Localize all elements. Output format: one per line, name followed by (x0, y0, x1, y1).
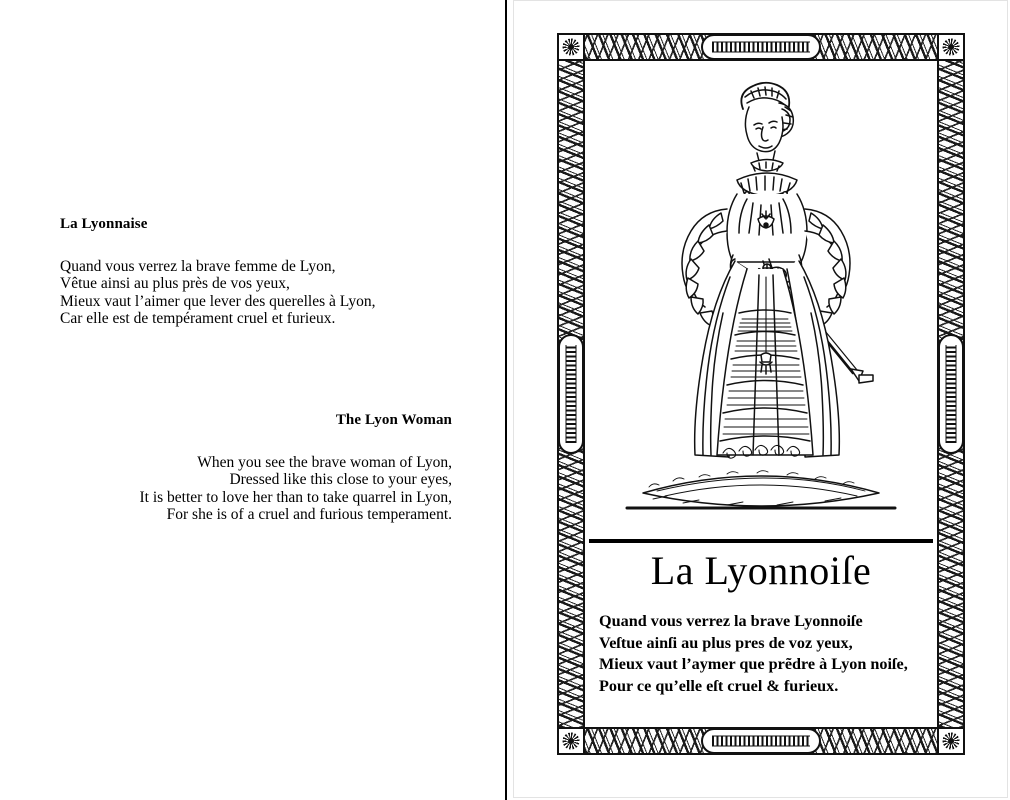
plate-interior (587, 63, 935, 725)
plate-verse-line: Pour ce qu’elle eſt cruel & furieux. (599, 676, 839, 695)
french-poem (60, 216, 460, 328)
plate-horizontal-rule (589, 539, 933, 543)
woodcut-illustration (587, 63, 935, 535)
border-bottom-strip (585, 727, 937, 755)
border-corner-rosette-icon (937, 727, 965, 755)
border-right-strip (937, 61, 965, 727)
french-poem-line: Quand vous verrez la brave femme de Lyon, (60, 257, 336, 275)
english-poem-line: It is better to love her than to take quarrel in Lyon, (139, 488, 452, 506)
border-corner-rosette-icon (937, 33, 965, 61)
right-page (513, 0, 1008, 798)
english-poem (40, 412, 452, 524)
border-corner-rosette-icon (557, 727, 585, 755)
page-divider-rule (505, 0, 507, 800)
noblewoman-figure-icon (587, 63, 935, 535)
border-top-strip (585, 33, 937, 61)
english-poem-line: For she is of a cruel and furious temperament. (166, 506, 452, 524)
english-poem-line: When you see the brave woman of Lyon, (197, 453, 452, 471)
border-cartouche-top (701, 34, 821, 60)
french-poem-title: La Lyonnaise (60, 216, 148, 232)
plate-verse-line: Quand vous verrez la brave Lyonnoiſe (599, 612, 863, 630)
border-cartouche-right (938, 334, 964, 454)
border-corner-rosette-icon (557, 33, 585, 61)
border-cartouche-left (558, 334, 584, 454)
border-left-strip (557, 61, 585, 727)
border-cartouche-bottom (701, 728, 821, 754)
french-poem-line: Mieux vaut l’aimer que lever des querelles à Lyon, (60, 292, 376, 310)
plate-verse-line: Mieux vaut l’aymer que prẽdre à Lyon noiſe, (599, 655, 908, 674)
french-poem-line: Vêtue ainsi au plus près de vos yeux, (60, 275, 290, 293)
english-poem-title: The Lyon Woman (335, 412, 452, 428)
english-poem-line: Dressed like this close to your eyes, (229, 471, 452, 489)
plate-verse-line: Veſtue ainſi au plus pres de voz yeux, (599, 633, 853, 652)
woodcut-plate (557, 33, 965, 755)
plate-title: La Lyonnoiſe (650, 548, 872, 593)
french-poem-line: Car elle est de tempérament cruel et furieux. (60, 310, 336, 328)
plate-verse (599, 611, 929, 697)
